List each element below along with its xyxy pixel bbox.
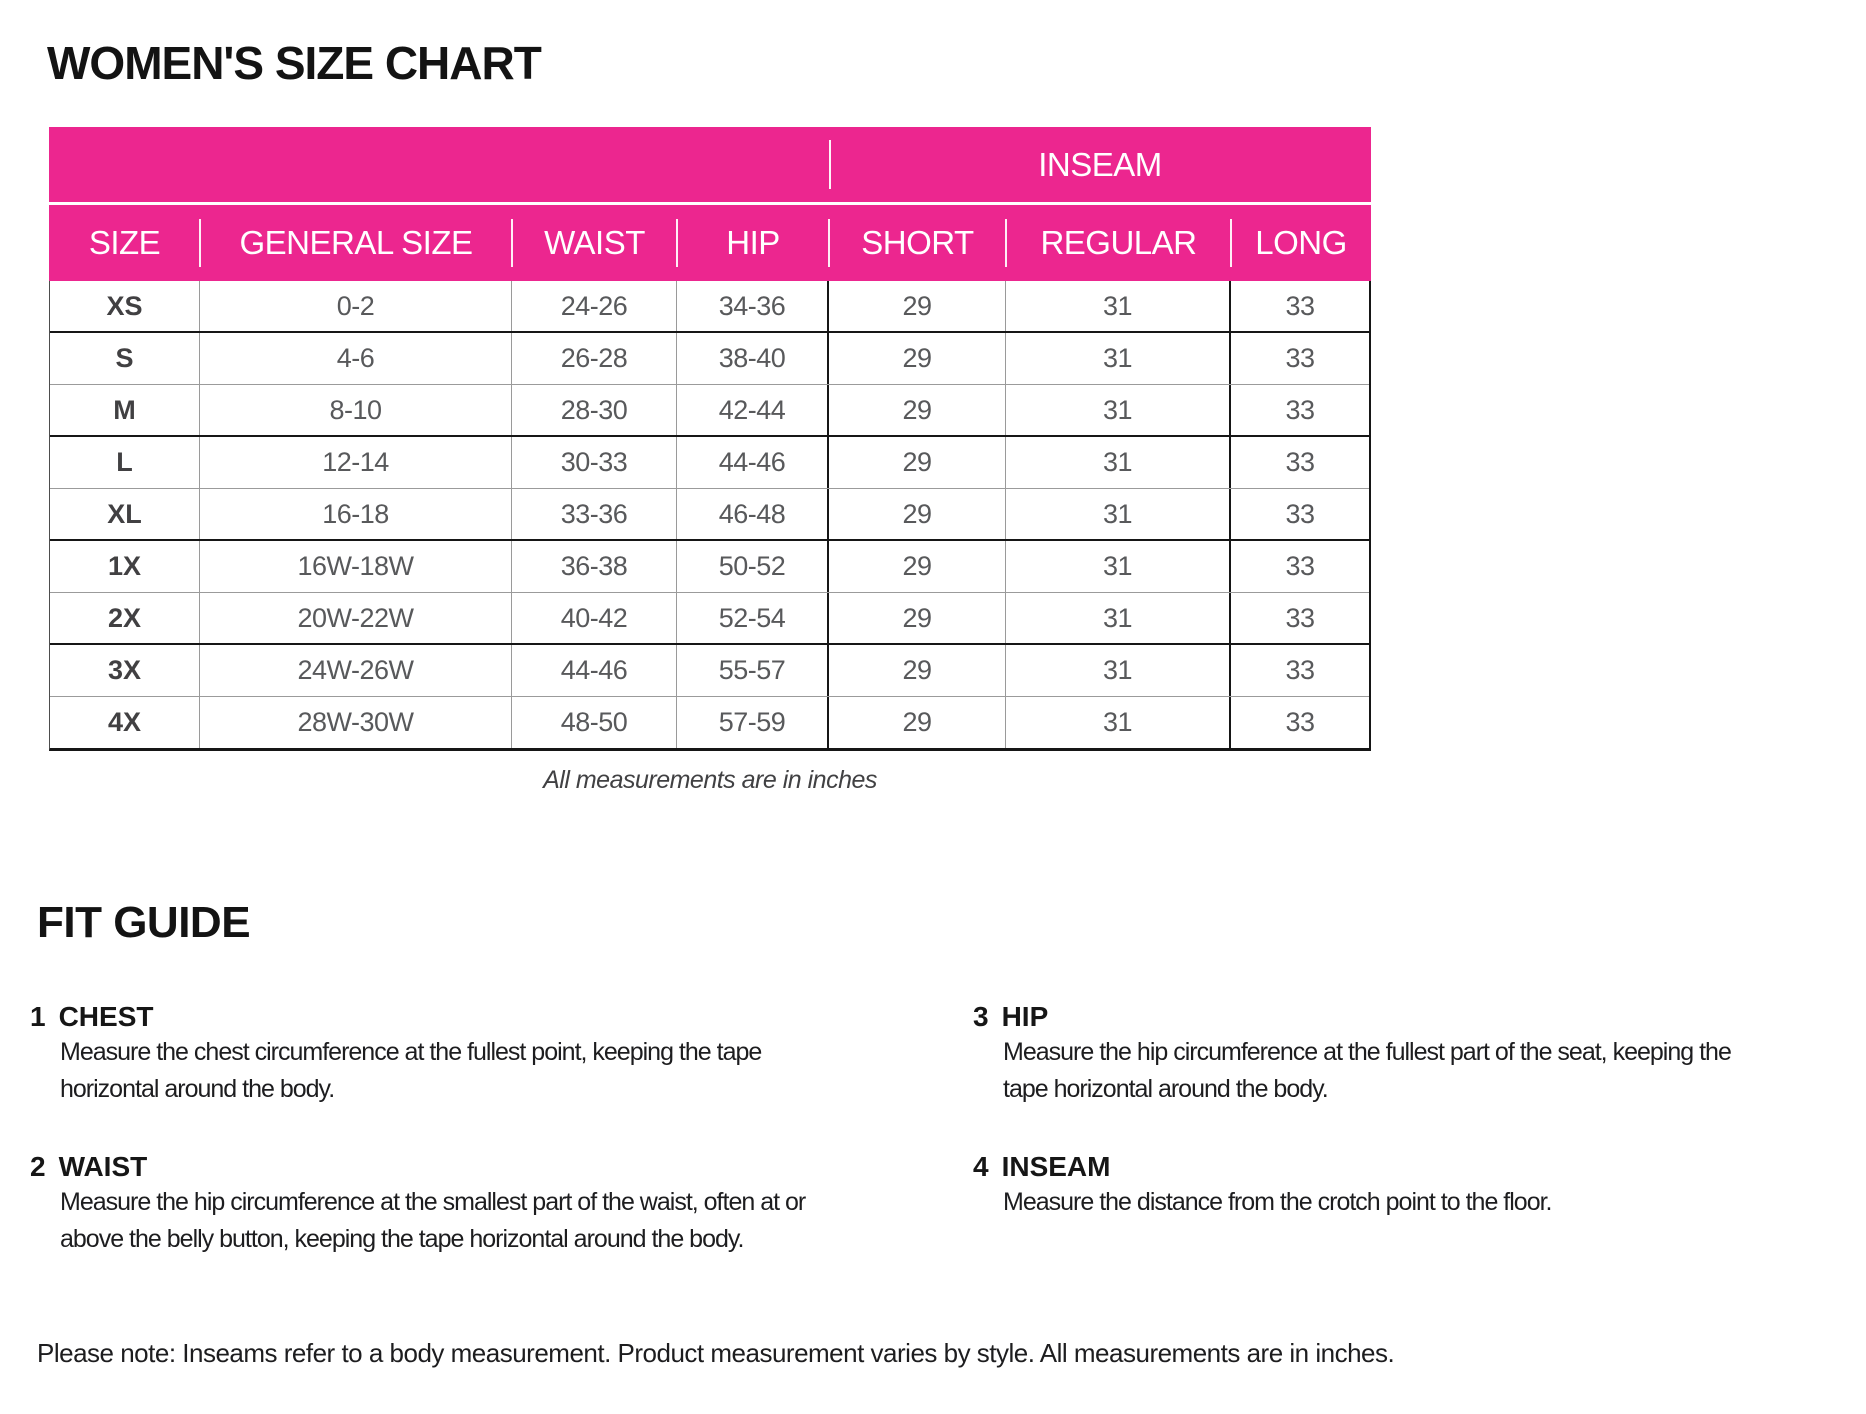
value-cell: 33 [1285,290,1315,321]
paragraph-line: above the belly button, keeping the tape horizontal around the body. [60,1225,744,1253]
value-cell: 29 [829,437,1006,488]
item-label: CHEST [58,1001,154,1032]
value-cell: 24-26 [512,281,677,331]
value-cell: 52-54 [677,593,829,643]
value-cell: 46-48 [677,489,829,539]
column-header-general-size: GENERAL SIZE [200,205,512,281]
paragraph-line: Measure the hip circumference at the fullest part of the seat, keeping the [1003,1038,1731,1066]
value-cell: 29 [829,281,1006,331]
value-cell: 31 [1006,437,1231,488]
paragraph-line: tape horizontal around the body. [1003,1075,1328,1103]
item-label: WAIST [58,1151,148,1182]
paragraph-line: horizontal around the body. [60,1075,335,1103]
value-cell: 26-28 [512,333,677,384]
fit-guide-heading [973,1150,1552,1184]
value-cell: 8-10 [200,385,512,435]
size-cell: 3X [50,645,200,696]
footnote: Please note: Inseams refer to a body measurement. Product measurement varies by style. All measurements are in inches. [37,1338,1395,1368]
table-row-l [50,437,1369,489]
table-row-s [50,333,1369,385]
value-cell: 33 [1285,343,1315,373]
value-cell: 48-50 [512,697,677,748]
value-cell: 36-38 [512,541,677,592]
fit-guide-paragraph [1003,1034,1731,1108]
value-cell: 16W-18W [200,541,512,592]
fit-guide-paragraph [60,1034,761,1108]
item-number: 4 [973,1151,989,1182]
value-cell: 44-46 [512,645,677,696]
value-cell: 40-42 [512,593,677,643]
value-cell: 29 [829,489,1006,539]
fit-guide-heading [30,1000,761,1034]
table-row-1x [50,541,1369,593]
value-cell: 12-14 [200,437,512,488]
value-cell: 50-52 [677,541,829,592]
table-row-xs [50,281,1369,333]
value-cell: 24W-26W [200,645,512,696]
value-cell: 16-18 [200,489,512,539]
value-cell: 31 [1006,593,1231,643]
item-number: 1 [30,1001,46,1032]
value-cell: 33 [1285,394,1315,425]
value-cell: 34-36 [677,281,829,331]
paragraph-line: Measure the chest circumference at the fullest point, keeping the tape [60,1038,762,1066]
value-cell: 33 [1285,655,1315,685]
item-label: INSEAM [1001,1151,1111,1182]
value-cell: 44-46 [677,437,829,488]
value-cell: 29 [829,593,1006,643]
fit-guide-heading [30,1150,805,1184]
womens-size-table [49,127,1371,751]
value-cell: 33 [1285,551,1315,581]
paragraph-line: Measure the distance from the crotch point to the floor. [1003,1188,1552,1216]
column-header-regular: REGULAR [1006,205,1231,281]
size-cell: XS [50,281,200,331]
table-row-4x [50,697,1369,748]
value-cell: 29 [829,645,1006,696]
value-cell: 33 [1285,602,1315,633]
value-cell: 30-33 [512,437,677,488]
table-group-header-row [49,127,1371,202]
page-title: WOMEN'S SIZE CHART [47,37,541,89]
paragraph-line: Measure the hip circumference at the smallest part of the waist, often at or [60,1188,806,1216]
value-cell: 31 [1006,385,1231,435]
value-cell: 28-30 [512,385,677,435]
value-cell: 33-36 [512,489,677,539]
column-header-long: LONG [1255,224,1347,261]
size-cell: XL [50,489,200,539]
value-cell: 29 [829,697,1006,748]
size-cell: 2X [50,593,200,643]
fit-guide-paragraph [60,1184,805,1258]
size-chart-body [49,281,1371,751]
column-header-short: SHORT [829,205,1006,281]
size-cell: 4X [50,697,200,748]
value-cell: 55-57 [677,645,829,696]
value-cell: 31 [1006,541,1231,592]
table-row-2x [50,593,1369,645]
size-chart-header-row [49,205,1371,281]
item-label: HIP [1001,1001,1049,1032]
fit-guide-item-inseam [973,1150,1552,1221]
fit-guide-item-hip [973,1000,1731,1108]
value-cell: 29 [829,385,1006,435]
table-row-3x [50,645,1369,697]
fit-guide-item-chest [30,1000,761,1108]
column-header-hip: HIP [677,205,829,281]
fit-guide-item-waist [30,1150,805,1258]
table-row-xl [50,489,1369,541]
value-cell: 42-44 [677,385,829,435]
value-cell: 29 [829,541,1006,592]
size-cell: S [50,333,200,384]
value-cell: 28W-30W [200,697,512,748]
value-cell: 31 [1006,489,1231,539]
value-cell: 29 [829,333,1006,384]
size-cell: 1X [50,541,200,592]
value-cell: 57-59 [677,697,829,748]
value-cell: 38-40 [677,333,829,384]
fit-guide-title: FIT GUIDE [37,898,251,947]
fit-guide-paragraph [1003,1184,1552,1221]
value-cell: 31 [1006,645,1231,696]
column-header-size: SIZE [49,205,200,281]
value-cell: 4-6 [200,333,512,384]
table-row-m [50,385,1369,437]
inseam-group-header: INSEAM [1038,145,1162,183]
size-cell: M [50,385,200,435]
size-cell: L [50,437,200,488]
value-cell: 33 [1285,447,1315,477]
value-cell: 20W-22W [200,593,512,643]
table-caption: All measurements are in inches [543,766,877,794]
value-cell: 31 [1006,697,1231,748]
item-number: 3 [973,1001,989,1032]
column-header-waist: WAIST [512,205,677,281]
item-number: 2 [30,1151,46,1182]
value-cell: 33 [1285,498,1315,529]
value-cell: 31 [1006,281,1231,331]
value-cell: 31 [1006,333,1231,384]
value-cell: 33 [1285,707,1315,737]
fit-guide-heading [973,1000,1731,1034]
value-cell: 0-2 [200,281,512,331]
